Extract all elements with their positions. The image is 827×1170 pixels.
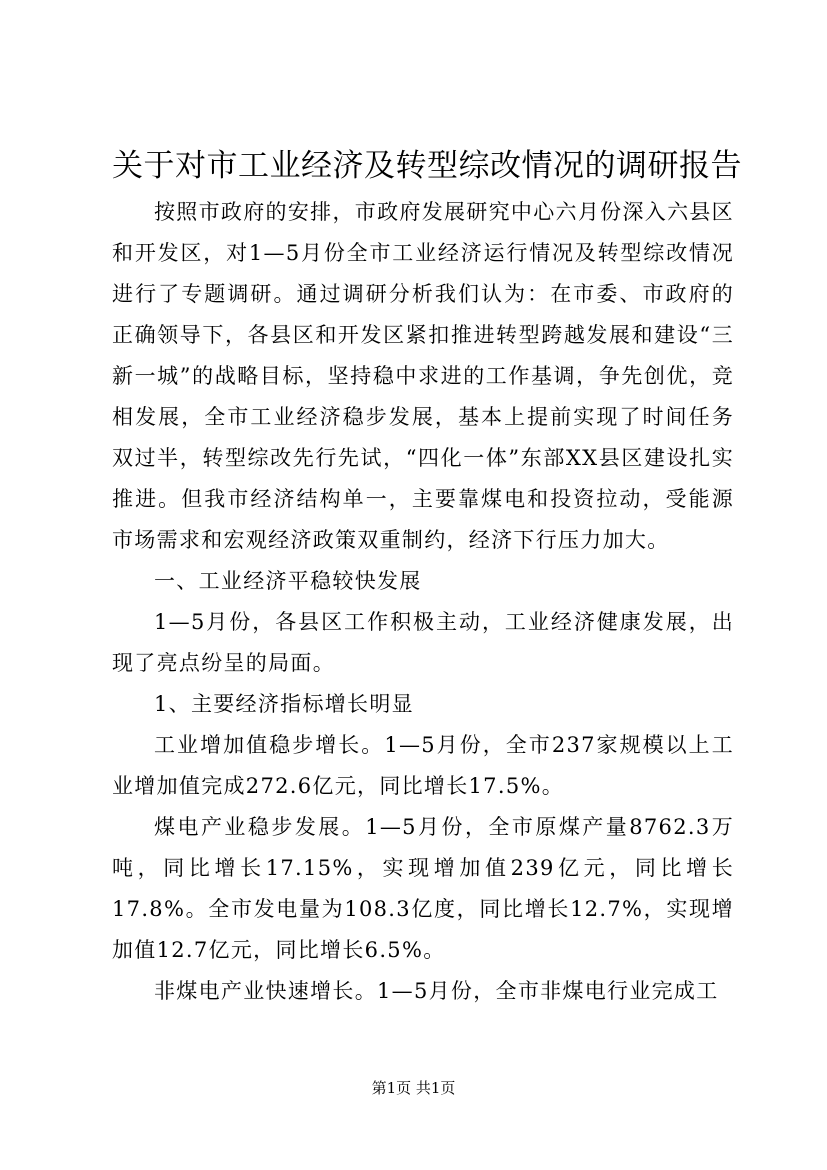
section-1-paragraph: 1—5月份，各县区工作积极主动，工业经济健康发展，出现了亮点纷呈的局面。 (112, 610, 734, 675)
document-title: 关于对市工业经济及转型综改情况的调研报告 (112, 148, 742, 184)
section-heading-1: 一、工业经济平稳较快发展 (154, 569, 422, 593)
document-body (112, 192, 734, 1012)
subsection-heading-1: 1、主要经济指标增长明显 (154, 692, 414, 716)
industrial-value-paragraph: 工业增加值稳步增长。1—5月份，全市237家规模以上工业增加值完成272.6亿元，同比增长17.5%。 (112, 733, 734, 798)
coal-power-paragraph: 煤电产业稳步发展。1—5月份，全市原煤产量8762.3万吨，同比增长17.15%，实现增加值239亿元，同比增长17.8%。全市发电量为108.3亿度，同比增长12.7%，实现增加值12.7亿元，同比增长6.5%。 (112, 815, 734, 962)
non-coal-power-paragraph: 非煤电产业快速增长。1—5月份，全市非煤电行业完成工 (154, 979, 719, 1003)
page-footer: 第1页 共1页 (371, 1079, 456, 1097)
intro-paragraph: 按照市政府的安排，市政府发展研究中心六月份深入六县区和开发区，对1—5月份全市工业经济运行情况及转型综改情况进行了专题调研。通过调研分析我们认为：在市委、市政府的正确领导下，各县区和开发区紧扣推进转型跨越发展和建设“三新一城”的战略目标，坚持稳中求进的工作基调，争先创优，竞相发展，全市工业经济稳步发展，基本上提前实现了时间任务双过半，转型综改先行先试，“四化一体”东部XX县区建设扎实推进。但我市经济结构单一，主要靠煤电和投资拉动，受能源市场需求和宏观经济政策双重制约，经济下行压力加大。 (112, 200, 734, 552)
